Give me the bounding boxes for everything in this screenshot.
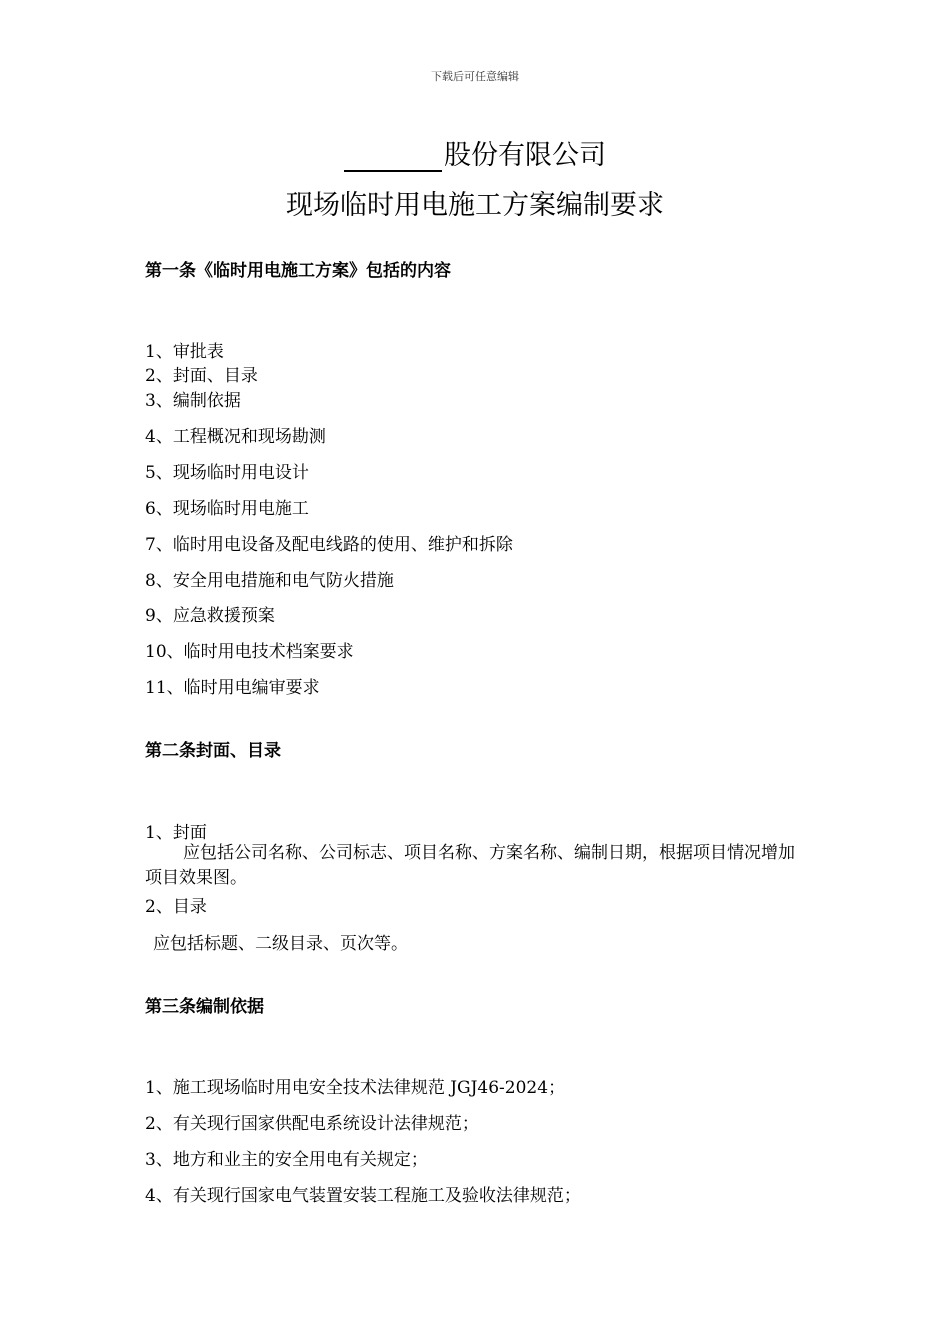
list-item: 1、封面 <box>145 823 207 843</box>
list-item: 4、工程概况和现场勘测 <box>145 427 326 447</box>
section1-heading: 第一条《临时用电施工方案》包括的内容 <box>145 261 451 281</box>
list-item: 11、临时用电编审要求 <box>145 678 320 698</box>
list-item: 1、审批表 <box>145 342 224 362</box>
list-item: 1、施工现场临时用电安全技术法律规范 JGJ46-2024； <box>145 1078 566 1098</box>
document-title: 现场临时用电施工方案编制要求 <box>286 190 664 221</box>
header-note: 下载后可任意编辑 <box>431 70 519 83</box>
list-item: 4、有关现行国家电气装置安装工程施工及验收法律规范； <box>145 1186 581 1206</box>
list-item: 8、安全用电措施和电气防火措施 <box>145 571 394 591</box>
list-item: 6、现场临时用电施工 <box>145 499 309 519</box>
list-item: 5、现场临时用电设计 <box>145 463 309 483</box>
list-item: 3、地方和业主的安全用电有关规定； <box>145 1150 428 1170</box>
list-item: 9、应急救援预案 <box>145 606 275 626</box>
list-item: 2、目录 <box>145 897 207 917</box>
list-item: 7、临时用电设备及配电线路的使用、维护和拆除 <box>145 535 513 555</box>
paragraph: 应包括标题、二级目录、页次等。 <box>153 934 408 954</box>
company-title <box>0 133 950 172</box>
section2-heading: 第二条封面、目录 <box>145 741 281 761</box>
company-name-blank <box>344 142 442 172</box>
list-item: 2、封面、目录 <box>145 366 258 386</box>
paragraph: 应包括公司名称、公司标志、项目名称、方案名称、编制日期，根据项目情况增加项目效果图。 <box>145 843 795 888</box>
company-suffix: 股份有限公司 <box>444 140 606 171</box>
list-item: 2、有关现行国家供配电系统设计法律规范； <box>145 1114 479 1134</box>
section3-heading: 第三条编制依据 <box>145 997 264 1017</box>
list-item: 10、临时用电技术档案要求 <box>145 642 354 662</box>
list-item: 3、编制依据 <box>145 391 241 411</box>
